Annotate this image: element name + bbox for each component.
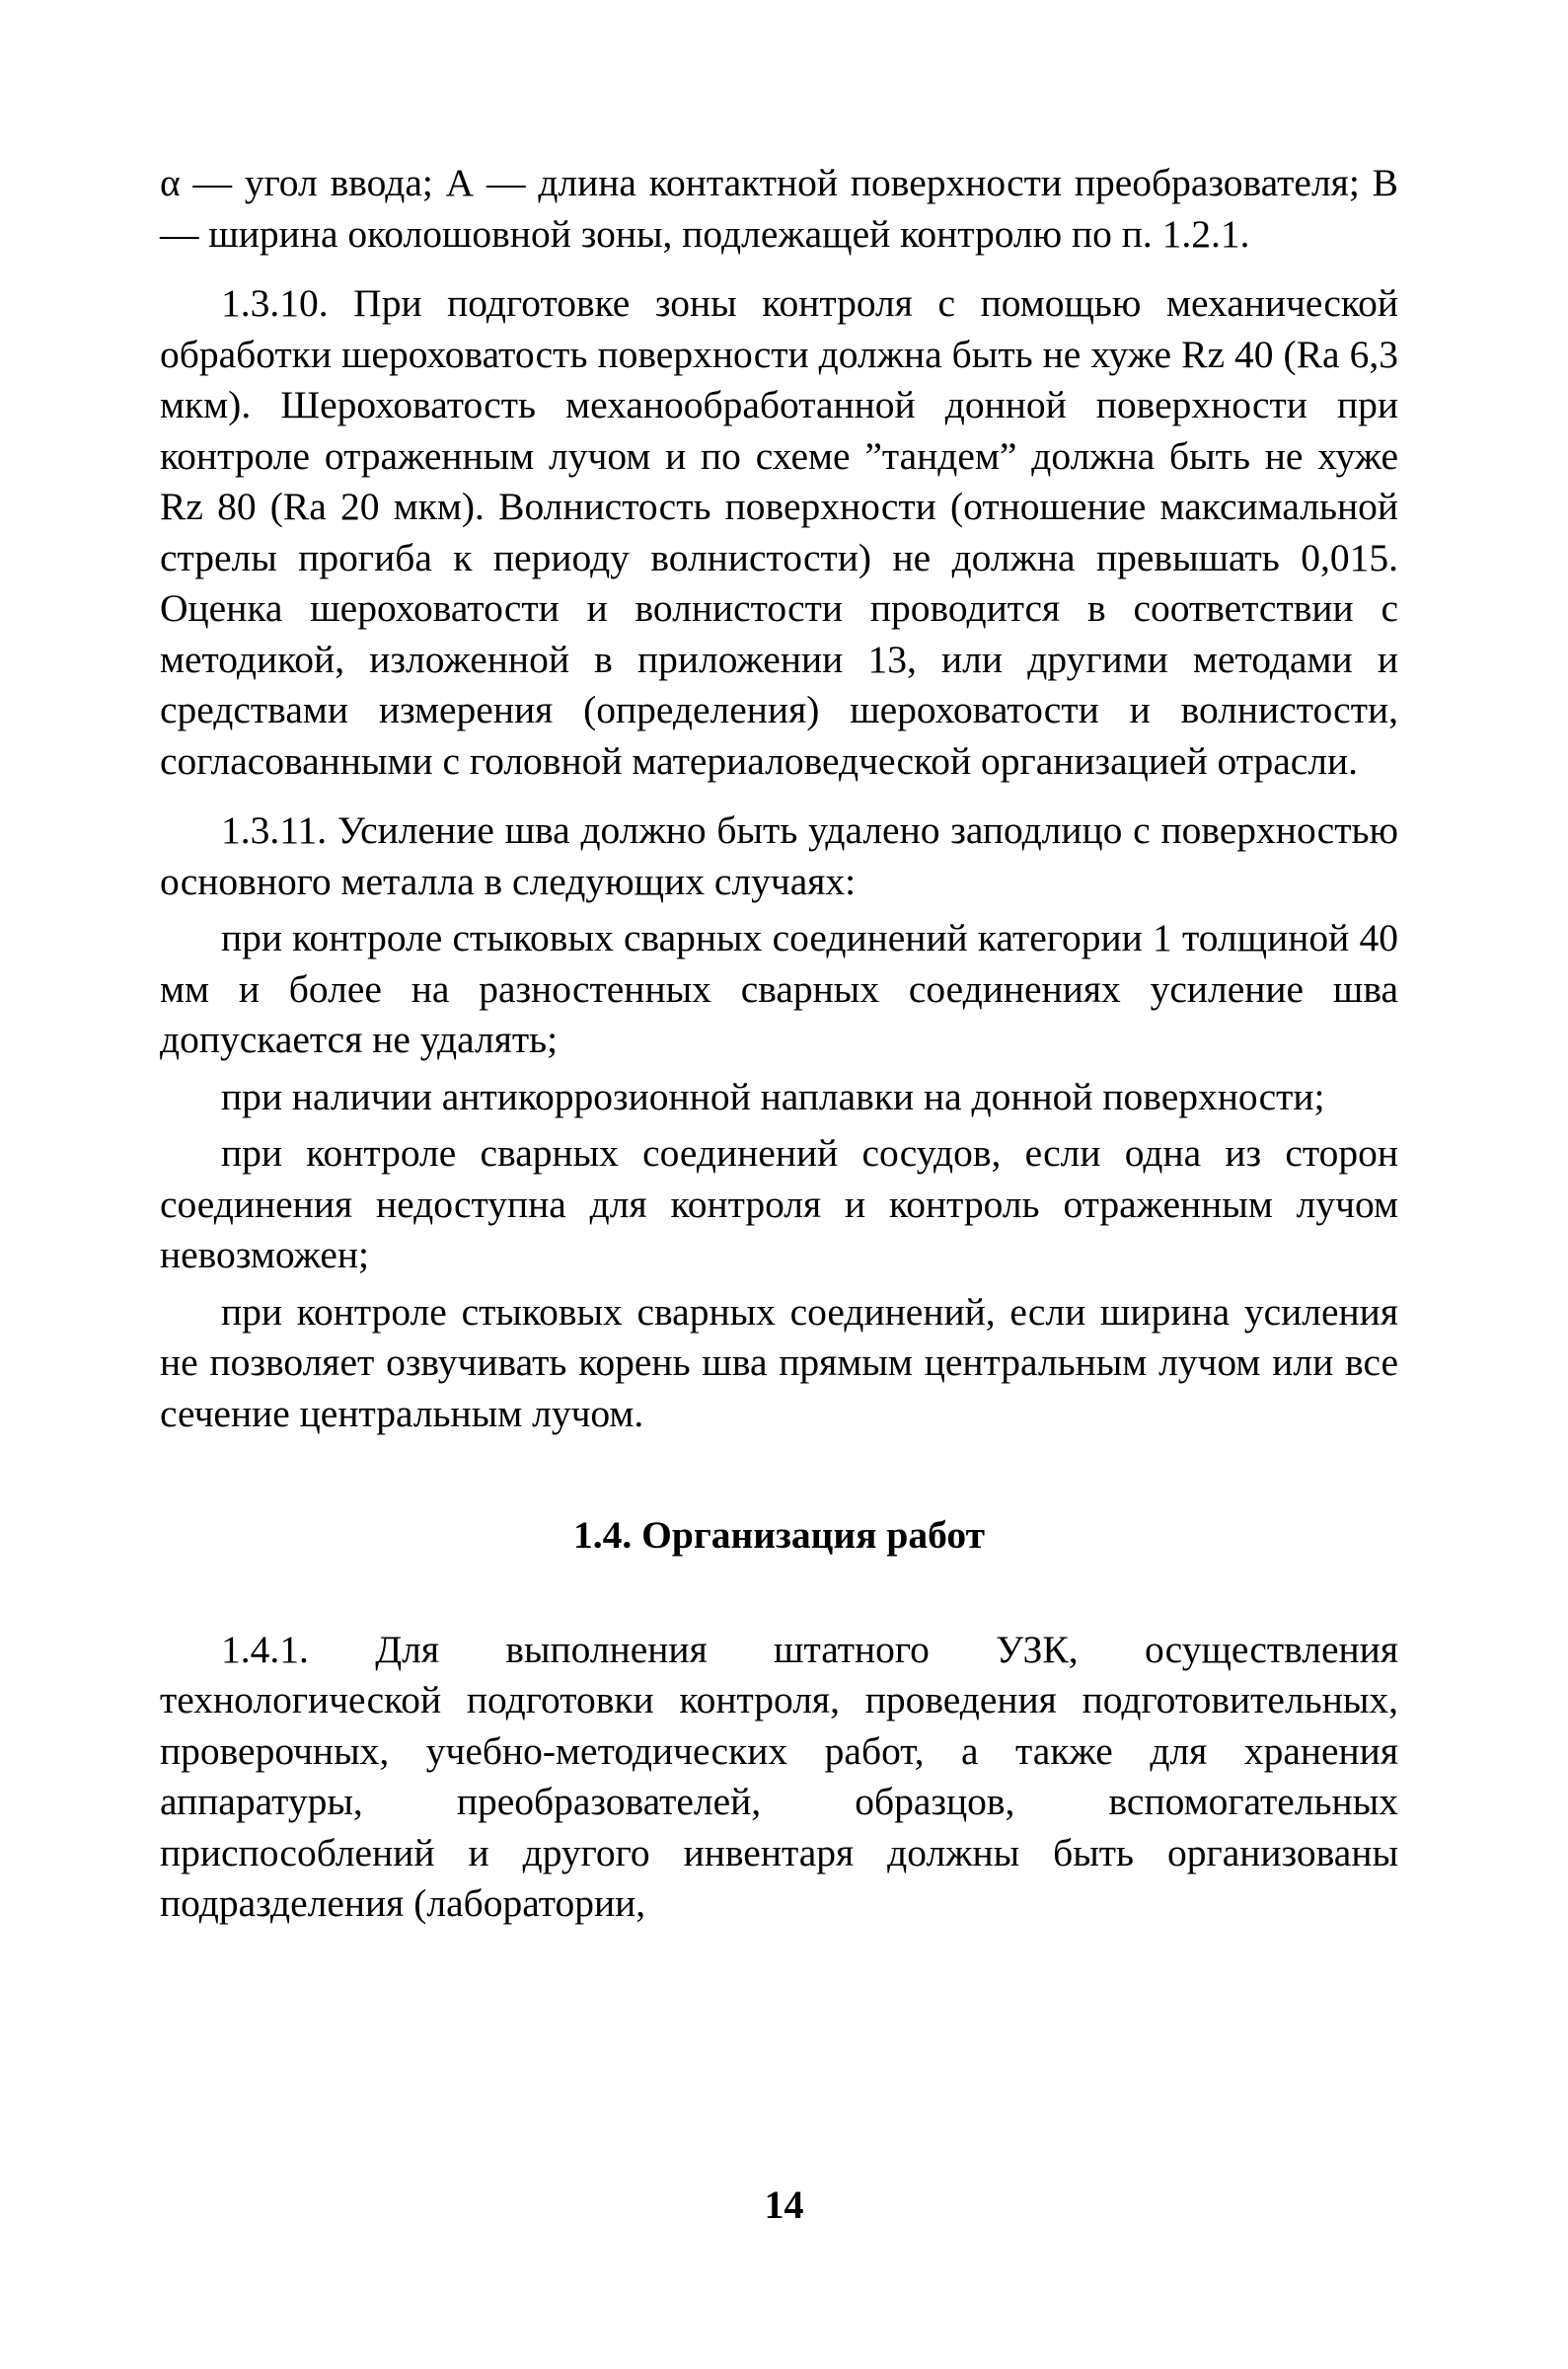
paragraph-legend: α — угол ввода; А — длина контактной поверхности преобразователя; В — ширина околошовной зоны, подлежащей контролю по п. 1.2.1.	[160, 161, 1398, 256]
page-body	[160, 158, 1398, 1930]
section-heading: 1.4. Организация работ	[573, 1513, 985, 1557]
list-item-case-2: при наличии антикоррозионной наплавки на донной поверхности;	[221, 1074, 1325, 1118]
list-item-case-3: при контроле сварных соединений сосудов, если одна из сторон соединения недоступна для контроля и контроль отраженным лучом невозможен;	[160, 1131, 1398, 1276]
paragraph-1-3-10: 1.3.10. При подготовке зоны контроля с помощью механической обработки шероховатость поверхности должна быть не хуже Rz 40 (Ra 6,3 мкм). Шероховатость механообработанной донной поверхности при контроле отраженным лучом и по схеме ”тандем” должна быть не хуже Rz 80 (Ra 20 мкм). Волнистость поверхности (отношение максимальной стрелы прогиба к периоду волнистости) не должна превышать 0,015. Оценка шероховатости и волнистости проводится в соответствии с методикой, изложенной в приложении 13, или другими методами и средствами измерения (определения) шероховатости и волнистости, согласованными с головной материаловедческой организацией отрасли.	[160, 281, 1398, 783]
list-item-case-1: при контроле стыковых сварных соединений категории 1 толщиной 40 мм и более на разностенных сварных соединениях усиление шва допускается не удалять;	[160, 916, 1398, 1061]
page-number: 14	[764, 2182, 804, 2227]
paragraph-1-3-11: 1.3.11. Усиление шва должно быть удалено заподлицо с поверхностью основного металла в следующих случаях:	[160, 808, 1398, 903]
list-item-case-4: при контроле стыковых сварных соединений, если ширина усиления не позволяет озвучивать корень шва прямым центральным лучом или все сечение центральным лучом.	[160, 1289, 1398, 1435]
paragraph-1-4-1: 1.4.1. Для выполнения штатного УЗК, осуществления технологической подготовки контроля, проведения подготовительных, проверочных, учебно-методических работ, а также для хранения аппаратуры, преобразователей, образцов, вспомогательных приспособлений и другого инвентаря должны быть организованы подразделения (лаборатории,	[160, 1627, 1398, 1925]
